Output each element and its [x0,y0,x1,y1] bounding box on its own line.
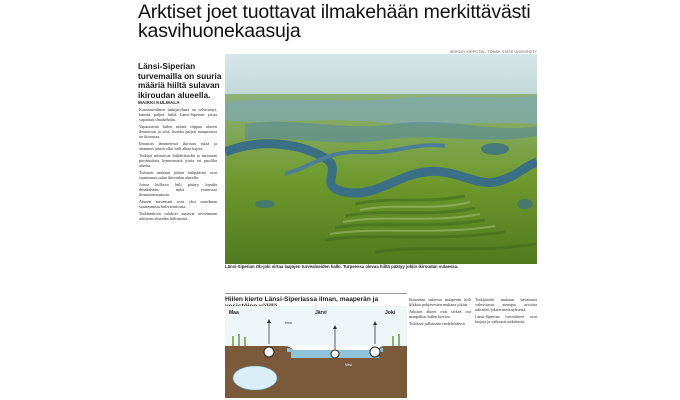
paragraph: Länsi-Siperian turvealueet ovat laajoja ja vaikeasti tutkittavia. [475,314,537,325]
article-column-5 [409,297,471,397]
byline: MAIKKI KULMALA [138,100,180,105]
paragraph: Tulokset julkaistiin tiedelehdessä. [409,320,466,326]
paragraph: Joissa kulkeva hiili päätyy lopulta ilmakehään, mikä voimistaa ilmastonmuutosta. [139,182,217,198]
paragraph: Ilmaston lämmetessä ikirouta sulaa ja aiemmin jäässä ollut hiili alkaa hajota. [139,141,217,152]
paragraph: Tutkijoiden mukaan havainnot vahvistavat aiempia arvioita arktisten jokien merkityksestä. [475,297,537,313]
paragraph: Tutkijat mittasivat hiilidioksidin ja metaanin pitoisuuksia kymmenistä joista eri puolilta aluetta. [139,153,217,169]
paragraph: Tutkimuksen tulokset auttavat arvioimaan arktisten alueiden hiilitasetta. [139,211,217,222]
label-joki: Joki [385,310,396,316]
carbon-cycle-graphic [225,306,407,398]
divider [225,293,407,294]
carbon-cycle-diagram [225,306,407,398]
lead-text: Länsi-Siperian turvemailla on suuria määriä hiiltä sulavan ikiroudan alueella. [138,61,222,100]
article-column-1 [139,107,217,397]
paragraph: Ikiroudan sulaessa maaperän hiili liikkuu pohjavesien mukana jokiin. [409,297,471,308]
newspaper-page [137,0,539,400]
graphic-title: Hiilen kierto Länsi-Siperiassa ilman, maaperän ja [225,296,379,303]
label-ilma: Ilma [285,321,292,325]
photo-caption: Länsi-Siperian Ob-joki virtaa laajojen turvealueiden halki. Turpeessa olevaa hiiltä päätyy jokiin ikiroudan sulaessa. [225,264,459,269]
paragraph: Kansainvälinen tutkijaryhmä on selvittänyt, kuinka paljon hiiltä Länsi-Siperian joista vapautuu ilmakehään. [139,107,217,123]
paragraph: Alueen turvemaat ovat yksi maailman suurimmista hiilivarastoista. [139,199,217,210]
label-vesi: Vesi [345,363,352,367]
headline: Arktiset joet tuottavat ilmakehään merkittävästi kasvihuonekaasuja [138,1,531,42]
aerial-river-photo [225,54,537,264]
photo-credit: SERGEY KIRPOTIN / TOMSK STATE UNIVERSITY [449,50,537,54]
label-maa: Maa [229,310,239,316]
label-jarvi: Järvi [315,310,327,316]
paragraph: Arktiset alueet ovat tärkeä osa maapallon hiilen kiertoa. [409,308,471,320]
river-landscape-image [225,54,537,264]
paragraph: Vapautuvan hiilen määrä riippuu alueen ilmastosta ja siitä, kuinka paljon maaperässä on ikiroutaa. [139,124,217,140]
paragraph: Tulosten mukaan jokien hiilipäästöt ovat suurimmat sulan ikiroudan alueella. [139,170,217,181]
article-column-6 [475,297,537,397]
